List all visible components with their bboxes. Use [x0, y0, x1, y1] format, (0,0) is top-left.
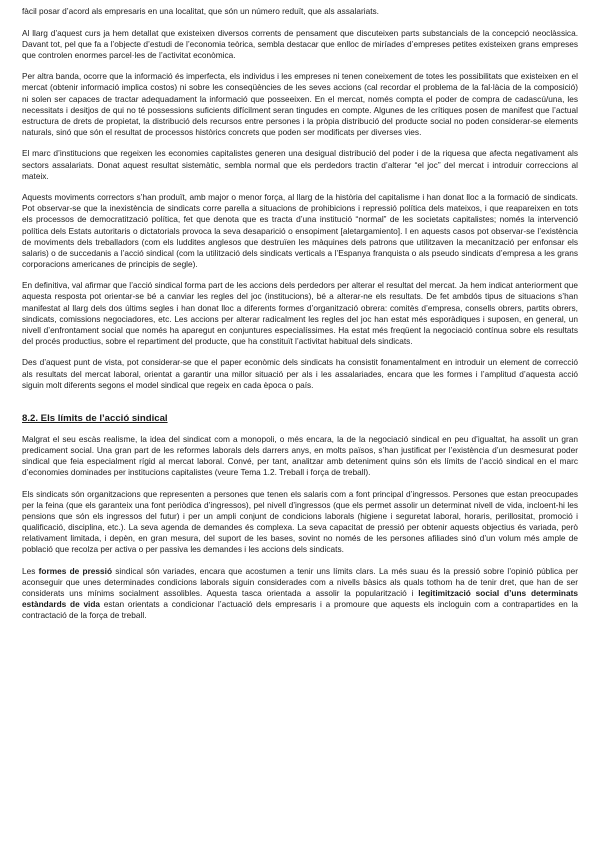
paragraph-monopoly-idea: Malgrat el seu escàs realisme, la idea del sindicat com a monopoli, o més encara, la de la negociació sindical en peu d’igualtat, ha assolit un gran predicament social. Una gran part de les reformes laborals dels darrers anys, en molts països, s’han justificat per l’existència d’un desmesurat poder sindical que feia especialment rígid al mercat laboral. Convé, per tant, analitzar amb deteniment quins són els límits de l’acció sindical en el marc d’economies dominades per institucions capitalistes (veure Tema 1.2. Treball i força de treball).	[22, 433, 578, 477]
bold-term-social-legitimization: legitimització social d’uns determinats estàndards de vida	[22, 587, 578, 609]
section-heading: 8.2. Els límits de l’acció sindical	[22, 412, 168, 424]
paragraph-imperfect-information: Per altra banda, ocorre que la informació és imperfecta, els individus i les empreses ni tenen coneixement de totes les possibilitats que existeixen en el mercat (obtenir informació implica costos) ni sobre les conseqüències de les seves accions (cal recordar el problema de la fal·làcia de la composició) ni solen ser capaces de tractar adequadament la informació que posseeixen. En el mercat, només compta el poder de compra de cadascú/una, les necessitats i desitjos de qui no té possessions suficients difícilment seran tingudes en compte. Algunes de les crítiques posen de manifest que l’actual estructura de drets de propietat, la distribució dels recursos entre persones i la pròpia distribució del producte social no poden considerar-se elements naturals, sinó que són el resultat de processos històrics concrets que poden ser modificats per diverses vies.	[22, 71, 578, 137]
paragraph-corrective-movements: Aquests moviments correctors s’han produït, amb major o menor força, al llarg de la història del capitalisme i han donat lloc a la formació de sindicats. Pot observar-se que la inexistència de sindicats corre parella a situacions de prohibicions i repressió política dels mateixos, i que reapareixen en tots els processos de democratització política, fet que denota que es tracta d’una institució “normal” de les societats capitalistes; només la intervenció política dels Estats autoritaris o dictatorials provoca la seva desaparició o ensopiment [aletargamiento]. I en aquests casos pot observar-se l’existència de moviments dels treballadors (com els luddites anglesos que destruïen les màquines dels patrons que utilitzaven la mecanització per enfonsar els salaris) o de succedanis a l’acció sindical (com la utilització dels sindicats verticals a l’Espanya franquista o als pseudo sindicats d’empresa a les grans corporacions americanes de principis de segle).	[22, 192, 578, 269]
paragraph-neoclassical-critique: Al llarg d’aquest curs ja hem detallat que existeixen diversos corrents de pensament que discuteixen parts substancials de la concepció neoclàssica. Davant tot, pel que fa a l’objecte d’estudi de l’economia teòrica, sembla destacar que enlloc de miríades d’empreses petites existeixen grans empreses que controlen enormes parcel·les de l’activitat econòmica.	[22, 27, 578, 60]
text-run: sindical són variades, encara que acostumen a tenir uns límits clars. La més suau és la pressió sobre l’opinió pública per aconseguir que unes determinades condicions laborals siguin considerades com a nivells bàsics als quals tothom ha de tenir dret, que han de ser considerats uns mínims socialment assolibles. Aquesta tasca orientada a assolir la popularització i	[22, 565, 578, 598]
paragraph-intro-fragment: fàcil posar d’acord als empresaris en una localitat, que són un número reduït, que als assalariats.	[22, 6, 379, 16]
paragraph-union-action: En definitiva, val afirmar que l’acció sindical forma part de les accions dels perdedors per alterar el resultat del mercat. Ja hem indicat anteriorment que aquesta resposta pot orientar-se bé a canviar les regles del joc (institucions), bé a alterar-ne els resultats. De fet ambdós tipus de situacions s’han manifestat al llarg dels dos últims segles i han donat lloc a diferents formes d’organització obrera: comitès d’empresa, consells obrers, partits obrers, sindicats, comissions negociadores, etc. Les accions per alterar radicalment les regles del joc han estat més esporàdiques i suposen, en general, un nivell d’enfrontament social que només ha aparegut en conjuntures especialíssimes. Ha estat més freqüent la negociació contínua sobre els resultats del procés productius, sobre el repartiment del producte, que ha constituït l’activitat habitual dels sindicats.	[22, 280, 578, 346]
paragraph-union-organizations: Els sindicats són organitzacions que representen a persones que tenen els salaris com a font principal d’ingressos. Persones que estan preocupades per la feina (que els garanteix una font periòdica d’ingressos), pel nivell d’ingressos (que els permet assolir un determinat nivell de vida, incloent-hi les pensions que són els ingressos del futur) i per un ampli conjunt de condicions laborals (higiene i seguretat laboral, horaris, perillositat, promoció i qualificació, disciplina, etc.). La seva agenda de demandes és complexa. La seva capacitat de pressió per obtenir aquests objectius és variada, però relativament limitada, i depèn, en gran mesura, del suport de les bases, sovint no només de les persones afiliades sinó d’un volum més ample de població que recolza per activa o per passiva les demandes i les accions dels sindicats.	[22, 488, 578, 555]
bold-term-pressure-forms: formes de pressió	[38, 565, 113, 576]
paragraph-pressure-forms	[22, 566, 578, 621]
paragraph-economic-role: Des d’aquest punt de vista, pot considerar-se que el paper econòmic dels sindicats ha consistit fonamentalment en introduir un element de correcció als resultats del mercat laboral, orientat a garantir una millor situació per als i les assalariades, encara que les formes i l’amplitud d’aquesta acció siguin molt diferents segons el model sindical que regeix en cada època o país.	[22, 357, 578, 390]
text-run: Les	[22, 565, 39, 576]
text-run: estan orientats a condicionar l’actuació dels empresaris i a promoure que aquests els incloguin com a contrapartides en la contractació de la força de treball.	[22, 598, 578, 621]
paragraph-institutions-inequality: El marc d’institucions que regeixen les economies capitalistes generen una desigual distribució del poder i de la riquesa que afecta negativament als sectors assalariats. Donat aquest resultat sistemàtic, sembla normal que els perdedors tractin d’alterar “el joc” del mercat i introduir correccions al mateix.	[22, 148, 578, 181]
